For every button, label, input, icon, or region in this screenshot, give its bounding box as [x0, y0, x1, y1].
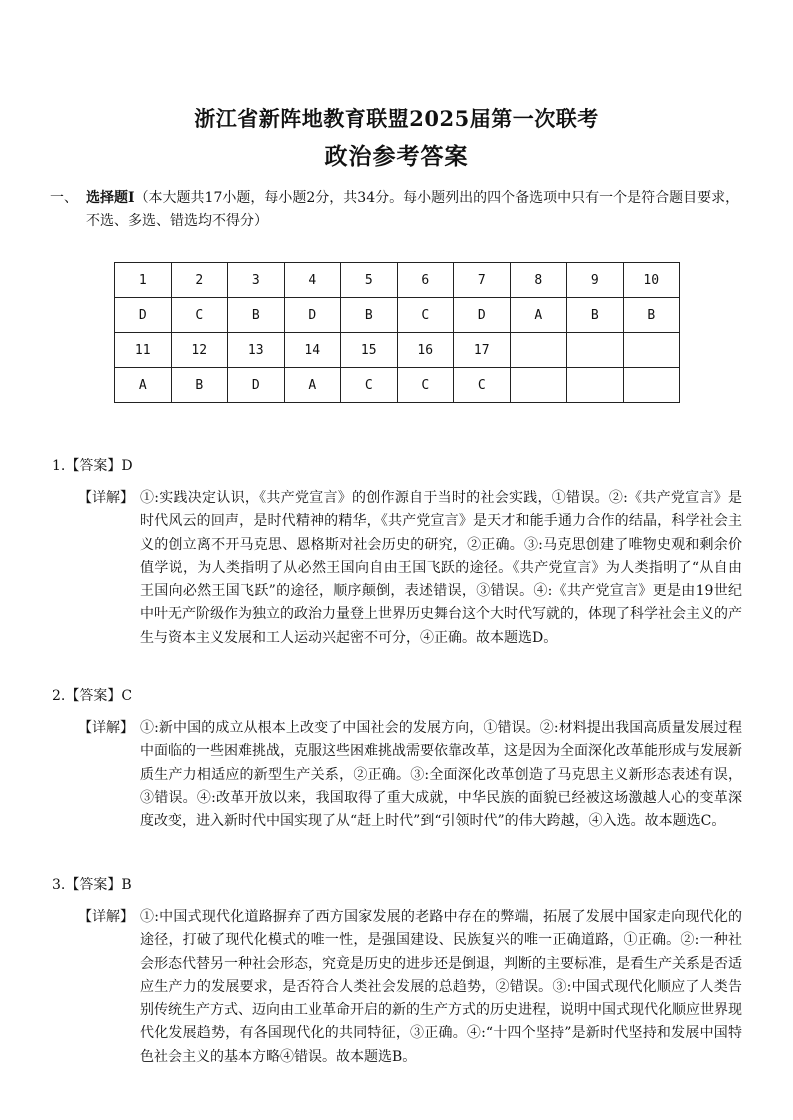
question-number-cell: 5 [341, 263, 398, 298]
answer-cell: B [623, 298, 680, 333]
answer-cell: A [115, 368, 172, 403]
question-3-answer [52, 874, 752, 896]
question-number-cell: 3 [228, 263, 285, 298]
answer-cell [623, 368, 680, 403]
question-answer-heading: 2.【答案】C [52, 688, 133, 704]
question-number-cell: 16 [397, 333, 454, 368]
detail-text: ①:新中国的成立从根本上改变了中国社会的发展方向，①错误。②:材料提出我国高质量发展过程中面临的一些困难挑战，克服这些困难挑战需要依靠改革，这是因为全面深化改革能形成与发展新质生产力相适应的新型生产关系，②正确。③:全面深化改革创造了马克思主义新形态表述有误，③错误。④:改革开放以来，我国取得了重大成就，中华民族的面貌已经被这场激越人心的变革深度改变，进入新时代中国实现了从“赶上时代”到“引领时代”的伟大跨越，④入选。故本题选C。 [140, 720, 742, 830]
answer-cell: C [454, 368, 511, 403]
answer-cell: C [397, 298, 454, 333]
question-number-cell: 7 [454, 263, 511, 298]
question-number-cell [623, 333, 680, 368]
answer-table-row-numbers-2 [115, 333, 680, 368]
document-title: 浙江省新阵地教育联盟2025届第一次联考 [194, 106, 599, 131]
answer-table-row-answers-1 [115, 298, 680, 333]
section-heading [50, 187, 750, 233]
answer-table-row-numbers-1 [115, 263, 680, 298]
section-label: 选择题I [86, 190, 135, 206]
detail-label: 【详解】 [78, 490, 134, 506]
question-number-cell: 15 [341, 333, 398, 368]
answer-cell: D [454, 298, 511, 333]
answer-cell: D [284, 298, 341, 333]
detail-label: 【详解】 [78, 909, 134, 925]
question-number-cell: 10 [623, 263, 680, 298]
answer-cell [510, 368, 567, 403]
answer-cell: B [341, 298, 398, 333]
question-number-cell: 17 [454, 333, 511, 368]
answer-table-row-answers-2 [115, 368, 680, 403]
detail-label: 【详解】 [78, 720, 134, 736]
question-1-answer [52, 455, 752, 477]
answer-table [114, 262, 680, 403]
question-answer-heading: 1.【答案】D [52, 458, 133, 474]
answer-cell: C [341, 368, 398, 403]
question-3-detail [78, 906, 742, 1069]
answer-cell: A [510, 298, 567, 333]
answer-cell [567, 368, 624, 403]
detail-text: ①:中国式现代化道路摒弃了西方国家发展的老路中存在的弊端，拓展了发展中国家走向现代化的途径，打破了现代化模式的唯一性，是强国建设、民族复兴的唯一正确道路，①正确。②:一种社会形态代替另一种社会形态，究竟是历史的进步还是倒退，判断的主要标准，是看生产关系是否适应生产力的发展要求，是否符合人类社会发展的总趋势，②错误。③:中国式现代化顺应了人类告别传统生产方式、迈向由工业革命开启的新的生产方式的历史进程，说明中国式现代化顺应世界现代化发展趋势，有各国现代化的共同特征，③正确。④:“十四个坚持”是新时代坚持和发展中国特色社会主义的基本方略④错误。故本题选B。 [140, 909, 742, 1065]
question-number-cell: 2 [171, 263, 228, 298]
answer-cell: B [228, 298, 285, 333]
question-2-detail [78, 717, 742, 833]
question-number-cell [510, 333, 567, 368]
question-1-detail [78, 487, 742, 650]
answer-cell: B [171, 368, 228, 403]
question-number-cell: 9 [567, 263, 624, 298]
document-subtitle: 政治参考答案 [324, 143, 469, 170]
question-number-cell: 13 [228, 333, 285, 368]
question-number-cell: 8 [510, 263, 567, 298]
answer-cell: D [115, 298, 172, 333]
question-number-cell: 11 [115, 333, 172, 368]
answer-cell: B [567, 298, 624, 333]
question-number-cell: 14 [284, 333, 341, 368]
question-answer-heading: 3.【答案】B [52, 877, 132, 893]
answer-cell: D [228, 368, 285, 403]
detail-text: ①:实践决定认识，《共产党宣言》的创作源自于当时的社会实践，①错误。②:《共产党宣言》是时代风云的回声，是时代精神的精华，《共产党宣言》是天才和能手通力合作的结晶，科学社会主义的创立离不开马克思、恩格斯对社会历史的研究，②正确。③:马克思创建了唯物史观和剩余价值学说，为人类指明了从必然王国向自由王国飞跃的途径。《共产党宣言》为人类指明了“从自由王国向必然王国飞跃”的途径，顺序颠倒，表述错误，③错误。④:《共产党宣言》更是由19世纪中叶无产阶级作为独立的政治力量登上世界历史舞台这个大时代写就的，体现了科学社会主义的产生与资本主义发展和工人运动兴起密不可分，④正确。故本题选D。 [140, 490, 742, 646]
question-2-answer [52, 685, 752, 707]
section-text [50, 187, 750, 233]
question-number-cell: 4 [284, 263, 341, 298]
answer-cell: C [171, 298, 228, 333]
question-number-cell: 1 [115, 263, 172, 298]
answer-cell: C [397, 368, 454, 403]
answer-cell: A [284, 368, 341, 403]
section-number: 一、 [50, 190, 78, 206]
section-description: （本大题共17小题，每小题2分，共34分。每小题列出的四个备选项中只有一个是符合题目要求，不选、多选、错选均不得分） [86, 190, 740, 229]
question-number-cell: 12 [171, 333, 228, 368]
question-number-cell [567, 333, 624, 368]
question-number-cell: 6 [397, 263, 454, 298]
